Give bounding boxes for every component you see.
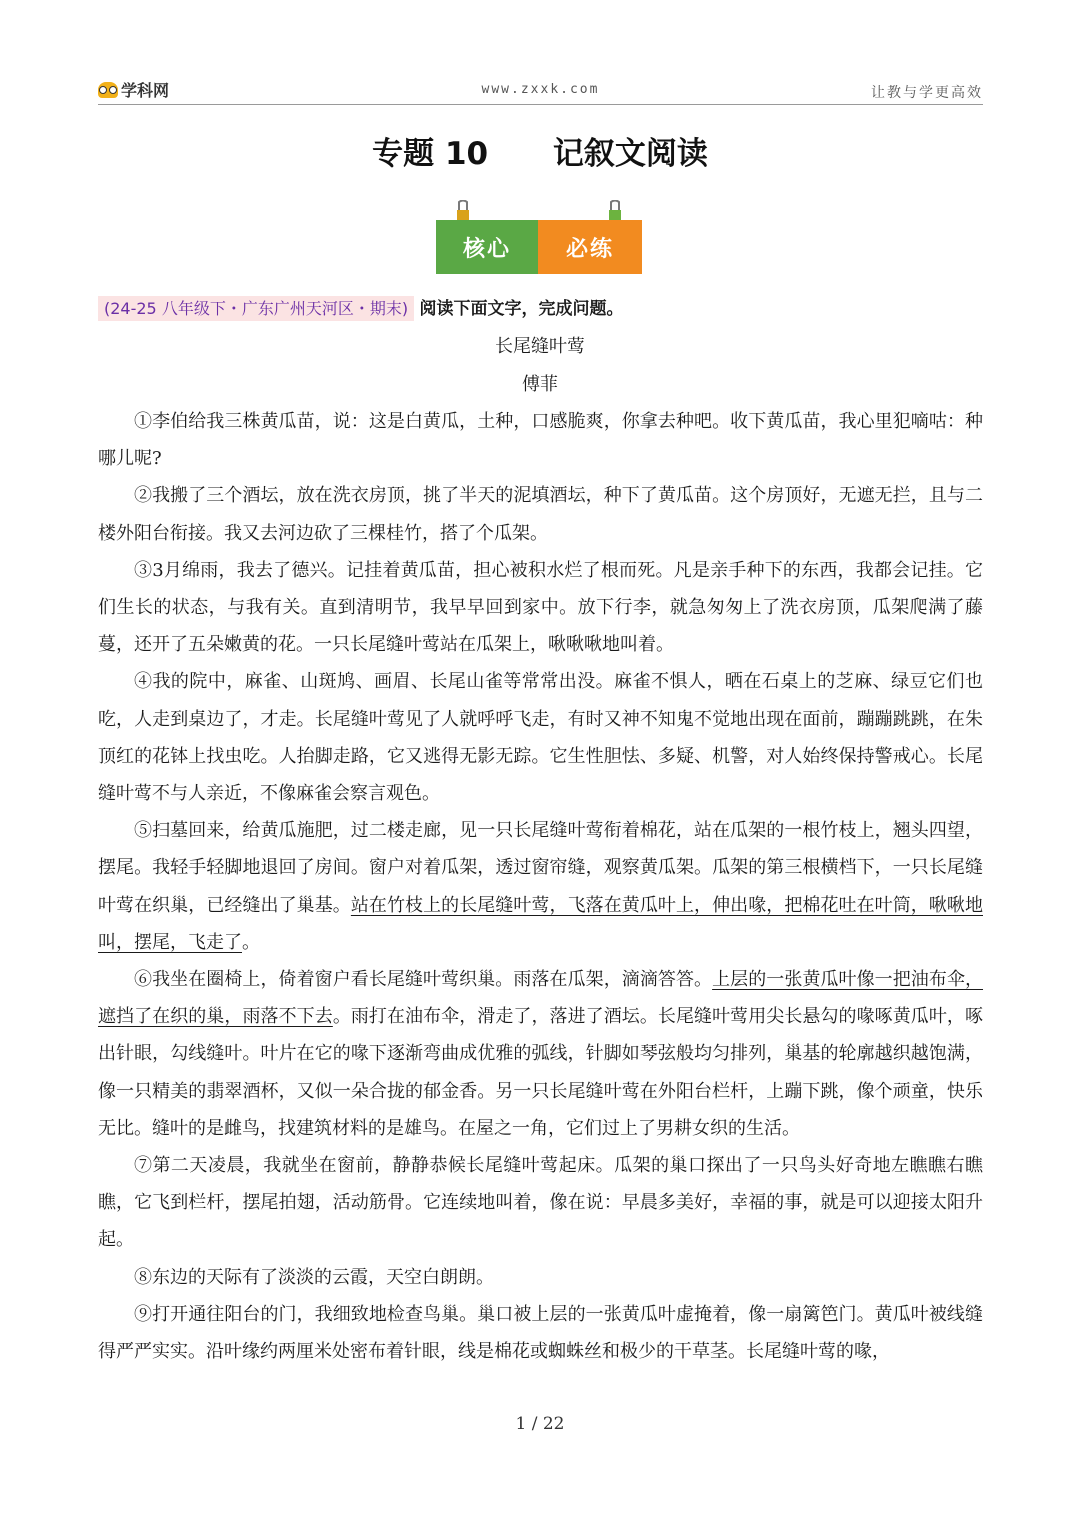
underlined-sentence: 上层的一张黄瓜叶像一把油布伞，遮挡了在织的巢，雨落不下去	[98, 969, 984, 1028]
article-author: 傅菲	[522, 374, 558, 395]
paragraph-1	[98, 403, 983, 477]
paragraph-text: ③3月绵雨，我去了德兴。记挂着黄瓜苗，担心被积水烂了根而死。凡是亲手种下的东西，我都会记挂。它们生长的状态，与我有关。直到清明节，我早早回到家中。放下行李，就急匆匆上了洗衣房顶，瓜架爬满了藤蔓，还开了五朵嫩黄的花。一只长尾缝叶莺站在瓜架上，啾啾啾地叫着。	[98, 559, 983, 656]
paragraph-text: ⑦第二天凌晨，我就坐在窗前，静静恭候长尾缝叶莺起床。瓜架的巢口探出了一只鸟头好奇地左瞧瞧右瞧瞧，它飞到栏杆，摆尾拍翅，活动筋骨。它连续地叫着，像在说：早晨多美好，幸福的事，就是可以迎接太阳升起。	[98, 1155, 983, 1251]
paragraph-7	[98, 1147, 983, 1259]
question-intro	[98, 294, 983, 324]
core-practice-badge	[436, 200, 642, 276]
paragraph-text: ⑤扫墓回来，给黄瓜施肥，过二楼走廊，见一只长尾缝叶莺衔着棉花，站在瓜架的一根竹枝上，翘头四望，摆尾。我轻手轻脚地退回了房间。窗户对着瓜架，透过窗帘缝，观察黄瓜架。瓜架的第三根横档下，一只长尾缝叶莺在织巢，已经缝出了巢基。	[98, 820, 983, 916]
paragraph-text: 。	[242, 931, 260, 953]
paragraph-text: ⑨打开通往阳台的门，我细致地检查鸟巢。巢口被上层的一张黄瓜叶虚掩着，像一扇篱笆门。黄瓜叶被线缝得严严实实。沿叶缘约两厘米处密布着针眼，线是棉花或蜘蛛丝和极少的干草茎。长尾缝叶莺的喙，	[98, 1303, 983, 1363]
paragraph-text: ④我的院中，麻雀、山斑鸠、画眉、长尾山雀等常常出没。麻雀不惧人，晒在石桌上的芝麻、绿豆它们也吃，人走到桌边了，才走。长尾缝叶莺见了人就呼呼飞走，有时又神不知鬼不觉地出现在面前，蹦蹦跳跳，在朱顶红的花钵上找虫吃。人抬脚走路，它又逃得无影无踪。它生性胆怯、多疑、机警，对人始终保持警戒心。长尾缝叶莺不与人亲近，不像麻雀会察言观色。	[98, 671, 983, 805]
page-header	[98, 76, 983, 105]
paragraph-text: ②我搬了三个酒坛，放在洗衣房顶，挑了半天的泥填酒坛，种下了黄瓜苗。这个房顶好，无遮无拦，且与二楼外阳台衔接。我又去河边砍了三棵桂竹，搭了个瓜架。	[98, 485, 983, 544]
instruction-text: 阅读下面文字，完成问题。	[419, 299, 624, 319]
article-title: 长尾缝叶莺	[495, 336, 585, 357]
paragraph-8	[98, 1259, 983, 1296]
logo-text: 学科网	[121, 81, 170, 100]
page-number: 1 / 22	[515, 1414, 565, 1434]
paragraph-9	[98, 1296, 983, 1370]
paragraph-text: ⑥我坐在圈椅上，倚着窗户看长尾缝叶莺织巢。雨落在瓜架，滴滴答答。	[134, 969, 713, 991]
paragraph-2	[98, 477, 983, 551]
paragraph-4	[98, 663, 983, 812]
source-tag: (24-25 八年级下・广东广州天河区・期末)	[98, 296, 414, 321]
paragraph-text: ⑧东边的天际有了淡淡的云霞，天空白朗朗。	[134, 1266, 494, 1288]
paragraph-5	[98, 812, 983, 961]
underlined-sentence: 站在竹枝上的长尾缝叶莺，飞落在黄瓜叶上，伸出喙，把棉花吐在叶筒，啾啾地叫，摆尾，飞走了	[98, 894, 983, 953]
page-title: 专题 10 记叙文阅读	[372, 136, 708, 172]
site-url[interactable]: www.zxxk.com	[481, 82, 600, 97]
article-body	[98, 403, 983, 1370]
paragraph-text: ①李伯给我三株黄瓜苗，说：这是白黄瓜，土种，口感脆爽，你拿去种吧。收下黄瓜苗，我心里犯嘀咕：种哪儿呢?	[98, 411, 983, 470]
paragraph-6	[98, 961, 983, 1147]
badge-core-label: 核心	[436, 220, 538, 274]
badge-practice-label: 必练	[538, 220, 642, 274]
header-slogan: 让教与学更高效	[871, 85, 983, 101]
paragraph-3	[98, 552, 983, 664]
paragraph-text: 。雨打在油布伞，滑走了，落进了酒坛。长尾缝叶莺用尖长悬勾的喙啄黄瓜叶，啄出针眼，勾线缝叶。叶片在它的喙下逐渐弯曲成优雅的弧线，针脚如琴弦般均匀排列，巢基的轮廓越织越饱满，像一只精美的翡翠酒杯，又似一朵合拢的郁金香。另一只长尾缝叶莺在外阳台栏杆，上蹦下跳，像个顽童，快乐无比。缝叶的是雌鸟，找建筑材料的是雄鸟。在屋之一角，它们过上了男耕女织的生活。	[98, 1006, 983, 1139]
